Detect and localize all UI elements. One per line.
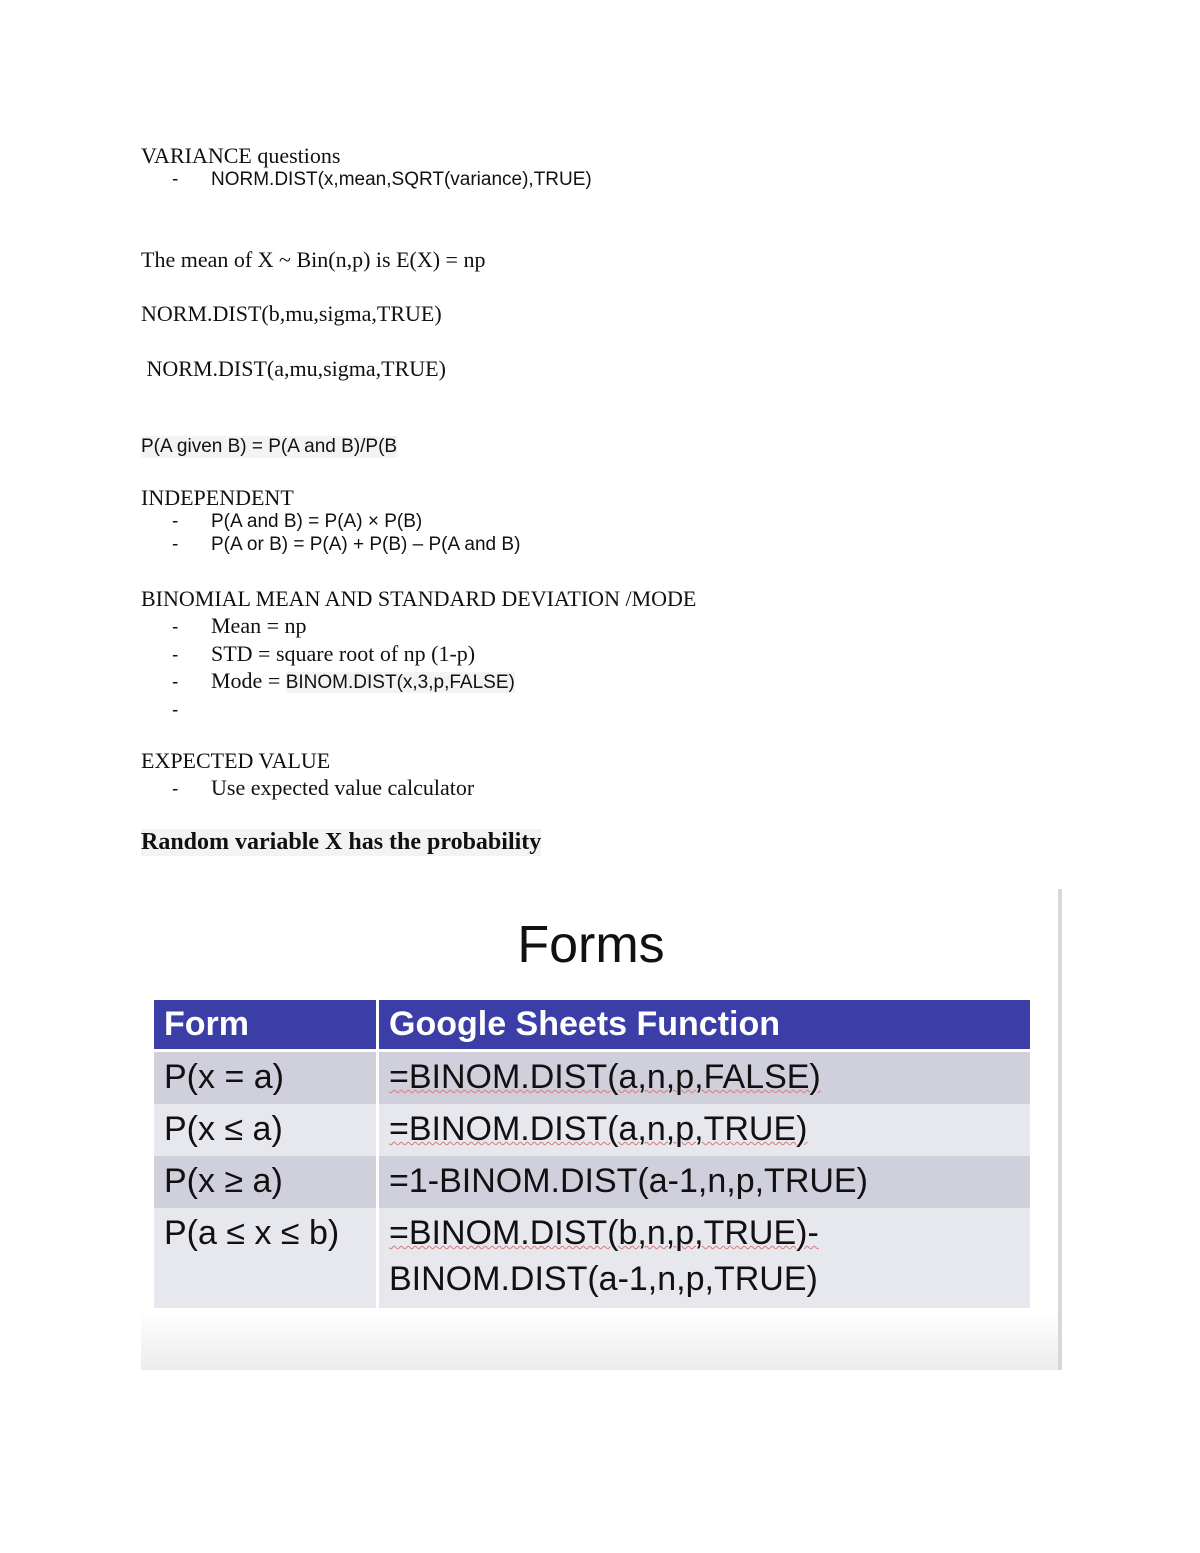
variance-heading: VARIANCE questions	[141, 143, 341, 168]
expected-heading: EXPECTED VALUE	[141, 748, 331, 773]
function-text: =BINOM.DIST(a,n,p,TRUE)	[389, 1110, 808, 1148]
independent-heading: INDEPENDENT	[141, 485, 294, 510]
bullet-dash: -	[172, 700, 179, 721]
function-text-line2: BINOM.DIST(a-1,n,p,TRUE)	[389, 1260, 818, 1298]
expected-item	[172, 775, 474, 801]
binomial-item	[172, 613, 307, 639]
function-cell: =1-BINOM.DIST(a-1,n,p,TRUE)	[378, 1156, 1031, 1208]
binomial-mode-formula: BINOM.DIST(x,3,p,FALSE)	[285, 672, 515, 693]
bullet-dash: -	[172, 779, 179, 800]
variance-bullet	[172, 169, 592, 191]
forms-slide-image	[141, 889, 1062, 1370]
function-cell	[378, 1208, 1031, 1308]
binomial-mean: Mean = np	[211, 613, 307, 638]
norm-dist-b: NORM.DIST(b,mu,sigma,TRUE)	[141, 301, 442, 326]
bullet-dash: -	[172, 645, 179, 666]
table-row	[154, 1208, 1030, 1308]
forms-table	[154, 1000, 1030, 1308]
binomial-item	[172, 641, 475, 667]
independent-or-rule: P(A or B) = P(A) + P(B) – P(A and B)	[211, 534, 521, 555]
binomial-item-empty	[172, 696, 211, 722]
header-form: Form	[154, 1000, 378, 1051]
bullet-dash: -	[172, 169, 179, 190]
bullet-dash: -	[172, 672, 179, 693]
variance-formula: NORM.DIST(x,mean,SQRT(variance),TRUE)	[211, 169, 592, 190]
random-variable-line: Random variable X has the probability	[141, 829, 542, 855]
slide-title: Forms	[517, 916, 665, 974]
form-cell: P(x = a)	[154, 1051, 378, 1105]
binomial-mean-line: The mean of X ~ Bin(n,p) is E(X) = np	[141, 247, 486, 272]
binomial-item	[172, 668, 515, 694]
conditional-probability: P(A given B) = P(A and B)/P(B	[141, 436, 398, 457]
form-cell: P(a ≤ x ≤ b)	[154, 1208, 378, 1308]
slide-bottom-fade	[141, 1310, 1058, 1370]
header-function: Google Sheets Function	[378, 1000, 1031, 1051]
function-text: =BINOM.DIST(b,n,p,TRUE)-	[389, 1214, 819, 1252]
table-header-row	[154, 1000, 1030, 1051]
bullet-dash: -	[172, 511, 179, 532]
table-row	[154, 1156, 1030, 1208]
binomial-std: STD = square root of np (1-p)	[211, 641, 476, 666]
binomial-heading: BINOMIAL MEAN AND STANDARD DEVIATION /MODE	[141, 586, 697, 611]
table-row	[154, 1051, 1030, 1105]
function-cell	[378, 1051, 1031, 1105]
norm-dist-a: NORM.DIST(a,mu,sigma,TRUE)	[141, 356, 446, 381]
independent-and-rule: P(A and B) = P(A) × P(B)	[211, 511, 423, 532]
independent-item	[172, 511, 422, 533]
table-row	[154, 1104, 1030, 1156]
function-cell	[378, 1104, 1031, 1156]
binomial-mode-label: Mode =	[211, 668, 286, 693]
function-text: =BINOM.DIST(a,n,p,FALSE)	[389, 1058, 821, 1096]
expected-bullet: Use expected value calculator	[211, 775, 475, 800]
form-cell: P(x ≤ a)	[154, 1104, 378, 1156]
independent-item	[172, 534, 520, 556]
bullet-dash: -	[172, 534, 179, 555]
form-cell: P(x ≥ a)	[154, 1156, 378, 1208]
bullet-dash: -	[172, 617, 179, 638]
